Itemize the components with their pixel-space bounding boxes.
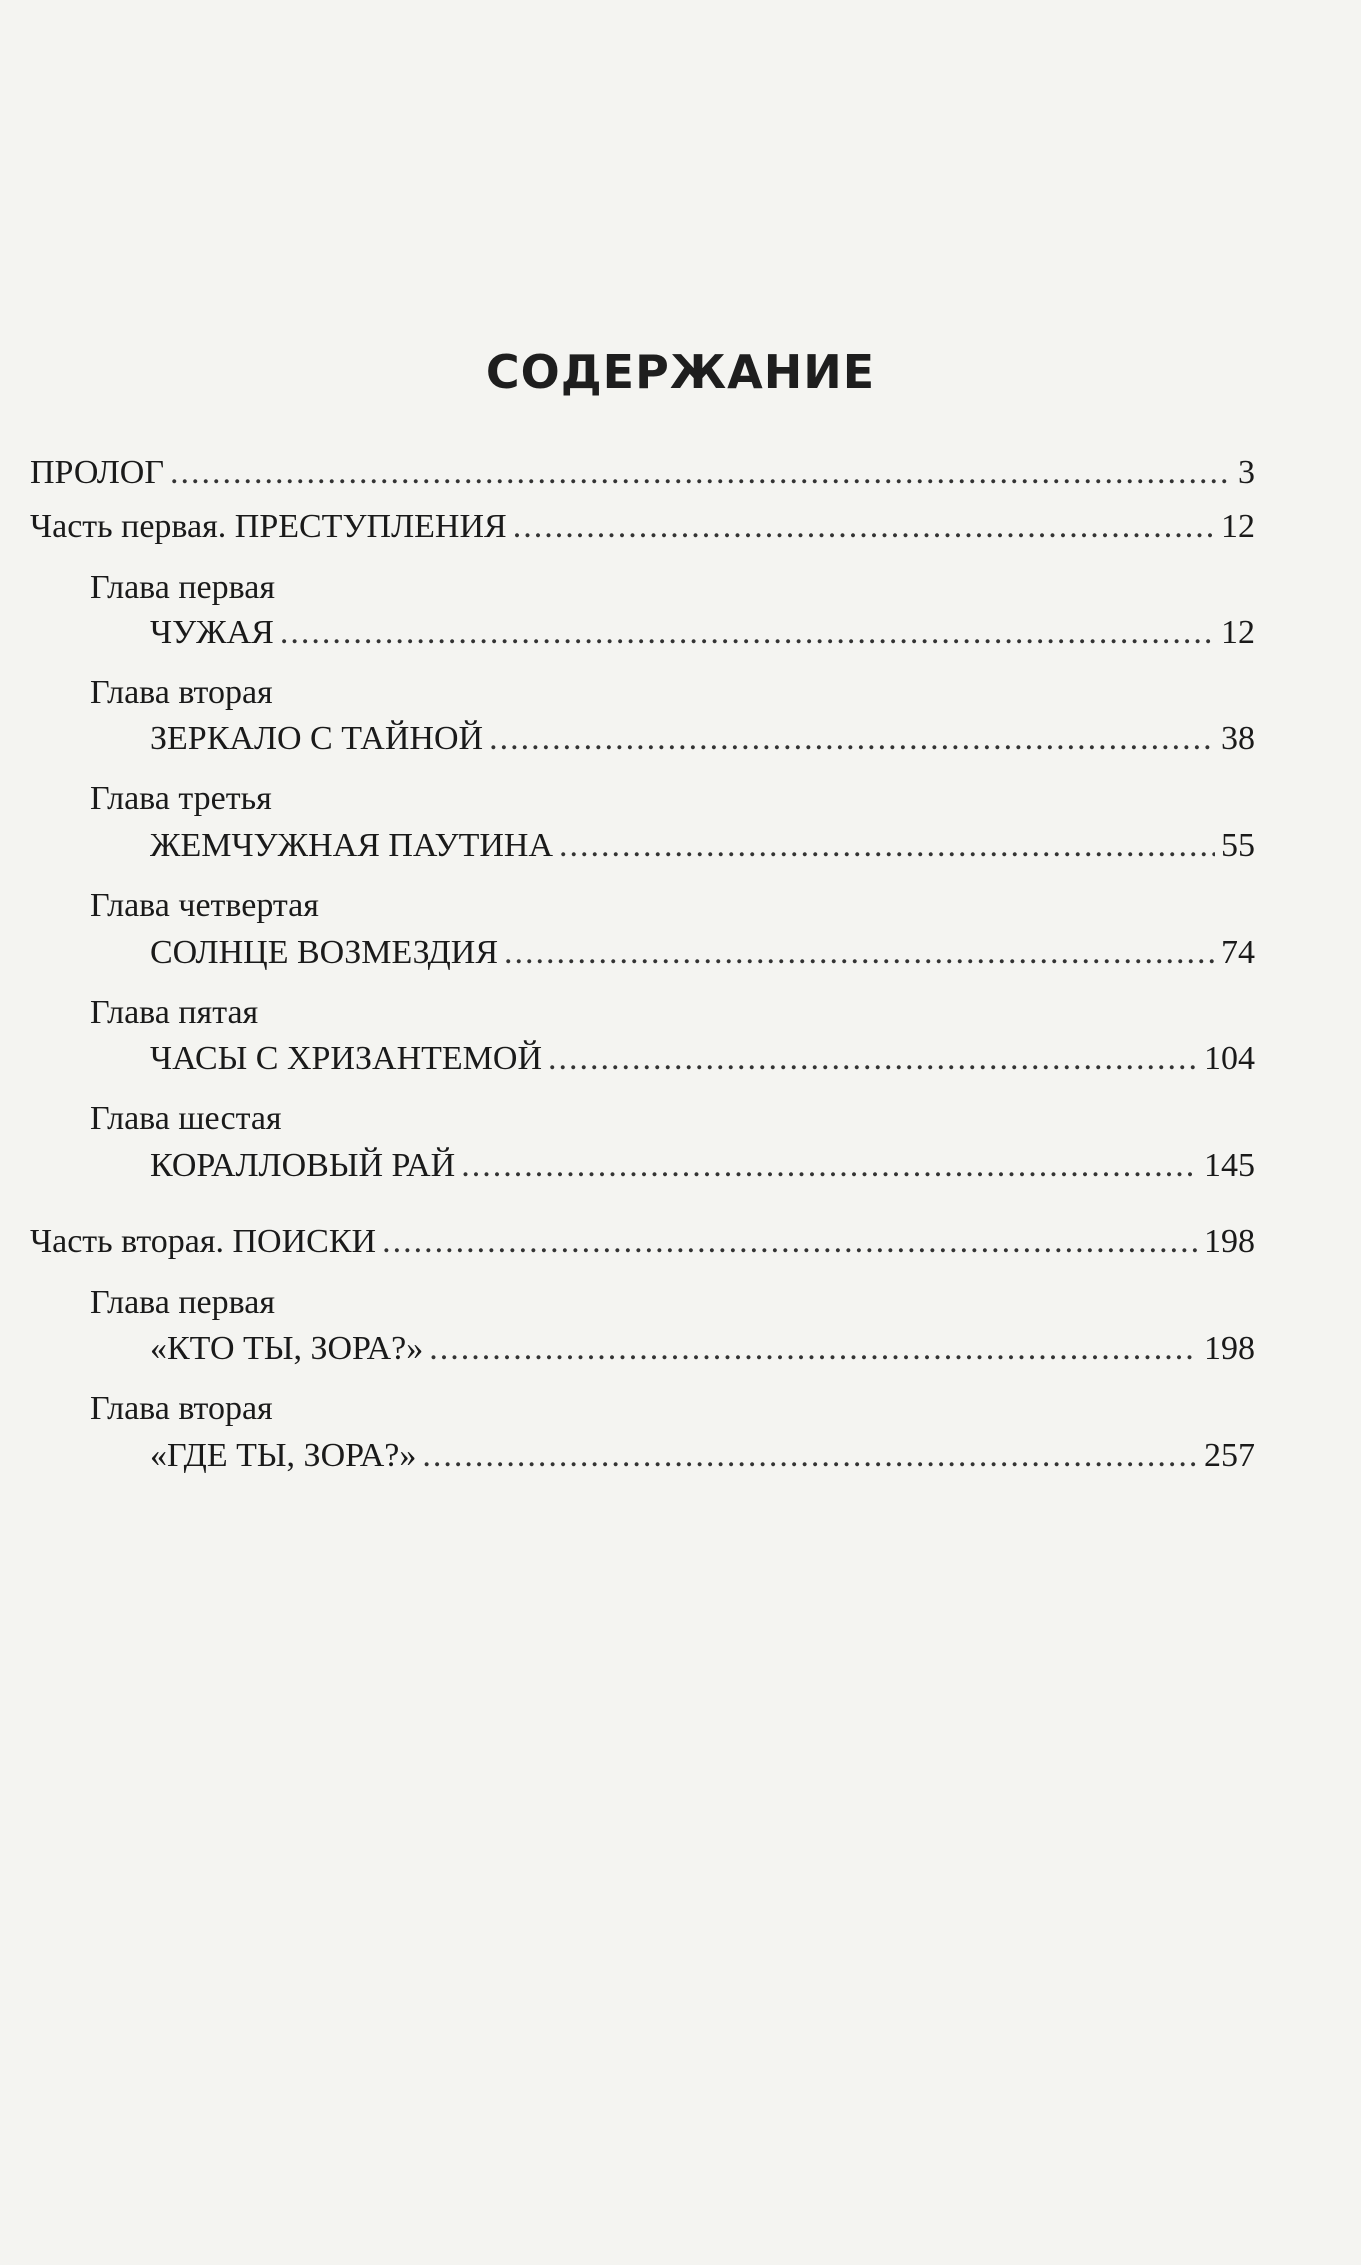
- toc-entry-label: Часть первая. ПРЕСТУПЛЕНИЯ: [30, 508, 507, 545]
- toc-entry-label: ЖЕМЧУЖНАЯ ПАУТИНА: [150, 827, 554, 864]
- chapter-heading: Глава шестая: [90, 1100, 282, 1137]
- toc-page-number: 74: [1221, 934, 1255, 971]
- toc-entry-chapter[interactable]: [150, 613, 1255, 653]
- leader-dots: [280, 613, 1215, 653]
- chapter-heading: Глава первая: [90, 1284, 275, 1321]
- toc-page-number: 145: [1204, 1147, 1255, 1184]
- toc-entry-chapter[interactable]: [150, 1329, 1255, 1369]
- leader-dots: [422, 1436, 1198, 1476]
- leader-dots: [382, 1222, 1198, 1262]
- leader-dots: [548, 1039, 1198, 1079]
- leader-dots: [429, 1329, 1198, 1369]
- toc-entry-chapter[interactable]: [150, 1039, 1255, 1079]
- toc-page-number: 257: [1204, 1437, 1255, 1474]
- toc-page-number: 55: [1221, 827, 1255, 864]
- toc-entry-label: ЧУЖАЯ: [150, 614, 274, 651]
- page-title: СОДЕРЖАНИЕ: [485, 345, 876, 399]
- toc-entry-chapter[interactable]: [150, 1436, 1255, 1476]
- toc-page-number: 198: [1204, 1223, 1255, 1260]
- toc-page-number: 12: [1221, 614, 1255, 651]
- leader-dots: [170, 453, 1232, 493]
- chapter-heading: Глава третья: [90, 780, 272, 817]
- toc-entry-label: Часть вторая. ПОИСКИ: [30, 1223, 377, 1260]
- chapter-heading: Глава пятая: [90, 994, 259, 1031]
- toc-entry-prologue[interactable]: [30, 453, 1255, 493]
- chapter-heading: Глава первая: [90, 569, 275, 606]
- toc-entry-label: КОРАЛЛОВЫЙ РАЙ: [150, 1147, 456, 1184]
- chapter-heading: Глава четвертая: [90, 887, 319, 924]
- toc-page-number: 38: [1221, 720, 1255, 757]
- leader-dots: [489, 719, 1215, 759]
- leader-dots: [559, 826, 1215, 866]
- toc-entry-label: «КТО ТЫ, ЗОРА?»: [150, 1330, 424, 1367]
- toc-page-number: 12: [1221, 508, 1255, 545]
- chapter-heading: Глава вторая: [90, 674, 273, 711]
- toc-page-number: 198: [1204, 1330, 1255, 1367]
- toc-entry-label: СОЛНЦЕ ВОЗМЕЗДИЯ: [150, 934, 499, 971]
- toc-page-number: 104: [1204, 1040, 1255, 1077]
- toc-entry-label: «ГДЕ ТЫ, ЗОРА?»: [150, 1437, 417, 1474]
- toc-entry-part-two[interactable]: [30, 1222, 1255, 1262]
- toc-entry-chapter[interactable]: [150, 826, 1255, 866]
- toc-entry-chapter[interactable]: [150, 1146, 1255, 1186]
- toc-page-number: 3: [1238, 454, 1255, 491]
- toc-entry-chapter[interactable]: [150, 933, 1255, 973]
- toc-entry-chapter[interactable]: [150, 719, 1255, 759]
- toc-entry-label: ПРОЛОГ: [30, 454, 165, 491]
- leader-dots: [513, 507, 1215, 547]
- toc-entry-label: ЗЕРКАЛО С ТАЙНОЙ: [150, 720, 484, 757]
- chapter-heading: Глава вторая: [90, 1390, 273, 1427]
- leader-dots: [461, 1146, 1198, 1186]
- toc-entry-label: ЧАСЫ С ХРИЗАНТЕМОЙ: [150, 1040, 542, 1077]
- leader-dots: [504, 933, 1215, 973]
- toc-entry-part-one[interactable]: [30, 507, 1255, 547]
